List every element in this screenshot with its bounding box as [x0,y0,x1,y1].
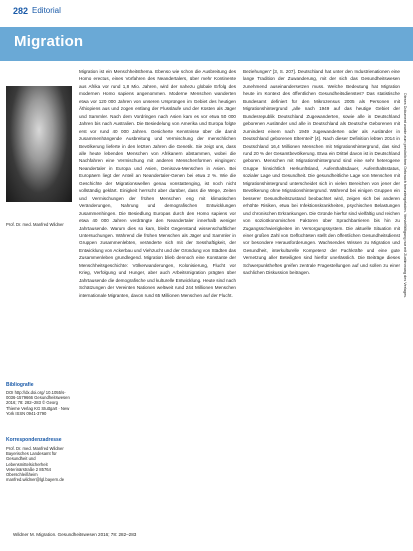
bibliography-heading: Bibliografie [6,382,34,388]
body-column-right [243,68,400,277]
article-title: Migration [14,33,84,50]
citation-footer: Wildner M. Migration. Gesundheitswesen 2016; 78: 282–283 [13,532,137,537]
correspondence-text: Prof. Dr. med. Manfred Wildner Bayerisches Landesamt für Gesundheit und Lebensmittelsicherheit Veterinärstraße 2 85764 Oberschleißheim manfred.wildner@lgl.bayern.de [6,446,65,483]
bibliography-text: DOI http://dx.doi.org/ 10.1055/s-0036-1579666 Gesundheitswesen 2016; 78: 282–283 © Georg Thieme Verlag KG Stuttgart · New York ISSN 0941-3790 [6,390,70,416]
body-column-middle [79,68,236,299]
page-header [0,0,413,24]
body-text-middle: Migration ist ein Menschheitsthema. Ebenso wie schon die Ausbreitung des Homo erectus, eines Vorfahren des Neandertalers, über mehr Kontinente aus Afrika vor rund 1,8 Mio. Jahren, wird der nahezu globale Erfolg des modernen Homo sapiens angenommen. Moderne Menschen wanderten etwa vor 120 000 Jahren von unseren Ursprüngen im Gebiet des heutigen Äthiopiens aus und zogen entlang der Flussläufe und der Küsten als Jäger und Sammler. Nach dem Vordringen nach Asien kam es vor etwa 50 000 Jahren bis nach Australien. Die Besiedelung von Amerika und Europa folgte erst vor rund 40 000 Jahren. Gesicherte Kenntnisse über die damit zusammenhängende Ausbreitung und Vermischung der menschlichen Bevölkerung lieferte in den letzten Jahren die Genetik. Sie zeigt uns, dass alle heute lebenden Menschen von Afrikanern abstammen, wobei die Nachfahren eine Vermischung mit anderen Menschenformen eingingen: Neandertaler in Europa und Asien, Denisova-Menschen in Asien. Bei Europäern liegt der Anteil an Neandertaler-Genen bei etwa 2 %. Wie die Geschichte der Migrationswellen genau vonstattenging, ist noch nicht vollständig geklärt. Einigkeit herrscht aber darüber, dass die Wege, Zeiten und Vermischungen der frühen Menschen eng mit klimatischen Veränderungen, Nahrung und demografischen Entwicklungen zusammenhingen. Die Besiedlung Europas durch den Homo sapiens vor etwa 40 000 Jahren verdrängte den Neandertaler innerhalb weniger Jahrtausende. Warum dies so kam, bleibt Gegenstand wissenschaftlicher Untersuchungen. Während die frühen Menschen als Jäger und Sammler in Gruppen zusammenlebten, veränderte sich mit der Sesshaftigkeit, der Entwicklung von Ackerbau und Viehzucht und der Gründung von Städten das Zusammenleben grundlegend. Migration blieb dennoch eine Konstante der Menschheitsgeschichte: Völkerwanderungen, Kolonisierung, Flucht vor Krieg, Verfolgung und Hunger, aber auch Arbeitsmigration prägten über Jahrtausende die demografische und kulturelle Entwicklung. Heute sind nach Schätzungen der Vereinten Nationen weltweit rund 244 Millionen Menschen internationale Migranten, davon rund 65 Millionen Menschen auf der Flucht. [79,69,236,298]
copyright-side-note: Dieses Dokument wurde zum persönlichen Gebrauch heruntergeladen. Vervielfältigung nur mit Zustimmung des Verlages. [403,93,407,299]
section-label: Editorial [32,6,61,15]
page-number: 282 [13,6,29,16]
author-caption: Prof. Dr. med. Manfred Wildner [6,222,64,227]
author-photo [6,86,72,202]
correspondence-heading: Korrespondenzadresse [6,437,62,443]
body-text-right: Beziehungen“ [3, S. 207]. Deutschland hat unter den Industrienationen eine lange Tradition der Zuwanderung, mit der sich das Gesundheitswesen zunehmend auseinandersetzen muss. Welche Bedeutung hat Migration heute im Kontext des öffentlichen Gesundheitsdienstes? Das statistische Bundesamt definiert für den Mikrozensus 2005 als Personen mit Migrationshintergrund „alle nach 1949 auf das heutige Gebiet der Bundesrepublik Deutschland Zugewanderten, sowie alle in Deutschland geborenen Ausländer und alle in Deutschland als Deutsche Geborenen mit zumindest einem nach 1949 zugewanderten oder als Ausländer in Deutschland geborenen Elternteil“ [4]. Nach dieser Definition lebten 2014 in Deutschland 16,4 Millionen Menschen mit Migrationshintergrund, das sind rund 20 % der Gesamtbevölkerung. Etwa ein Drittel davon ist in Deutschland geboren. Menschen mit Migrationshintergrund sind eine sehr heterogene Gruppe hinsichtlich Herkunftsland, Aufenthaltsdauer, Aufenthaltsstatus, sozialer Lage und Gesundheit. Die gesundheitliche Lage von Menschen mit Migrationshintergrund unterscheidet sich in vielen Bereichen von jener der Bevölkerung ohne Migrationshintergrund. Während bei einigen Gruppen ein besserer Gesundheitszustand beobachtet wird, zeigen sich bei anderen erhöhte Risiken, etwa bei Infektionskrankheiten, psychischen Belastungen und chronischen Erkrankungen. Die Gründe hierfür sind vielfältig und reichen von sozioökonomischen Faktoren über Sprachbarrieren bis hin zu Zugangsschwierigkeiten im Versorgungssystem. Die aktuelle Situation mit einer großen Zahl von Geflüchteten stellt den öffentlichen Gesundheitsdienst vor besondere Herausforderungen. Wachsendes Wissen zu Migration und Gesundheit, interkulturelle Kompetenz der Fachkräfte und eine gute Vernetzung aller Beteiligten sind hierfür unerlässlich. Die Beiträge dieses Schwerpunktheftes greifen zentrale Fragestellungen auf und sollen zu einer sachlichen Diskussion beitragen. [243,69,400,276]
